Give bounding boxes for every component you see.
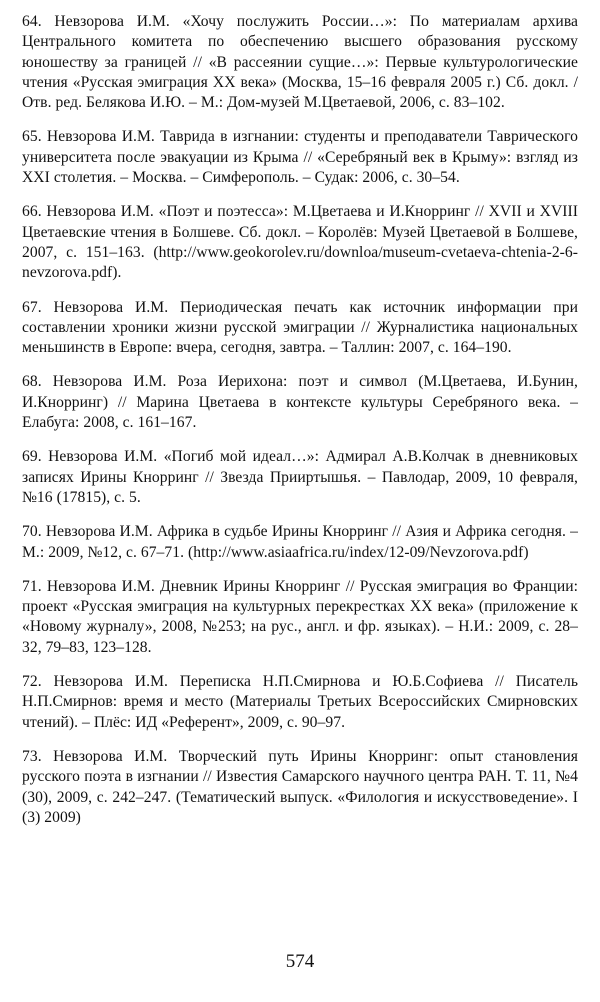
bibliography-entry-72: 72. Невзорова И.М. Переписка Н.П.Смирнова и Ю.Б.Софиева // Писатель Н.П.Смирнов: время и место (Материалы Третьих Всероссийских Смирновских чтений). – Плёс: ИД «Референт», 2009, с. 90–97. [22,673,578,731]
bibliography-entry-73: 73. Невзорова И.М. Творческий путь Ирины Кнорринг: опыт становления русского поэта в изгнании // Известия Самарского научного центра РАН. Т. 11, №4 (30), 2009, с. 242–247. (Тематический выпуск. «Филология и искусствоведение». I (3) 2009) [22,747,578,826]
bibliography-entry-70: 70. Невзорова И.М. Африка в судьбе Ирины Кнорринг // Азия и Африка сегодня. – М.: 2009, №12, с. 67–71. (http://www.asiaafrica.ru/index/12-09/Nevzorova.pdf) [22,523,578,561]
bibliography-entry-64: 64. Невзорова И.М. «Хочу послужить России…»: По материалам архива Центрального комитета по обеспечению высшего образования русскому юношеству за границей // «В рассеянии сущие…»: Первые культурологические чтения «Русская эмиграция XX века» (Москва, 15–16 февраля 2005 г.) Сб. докл. / Отв. ред. Белякова И.Ю. – М.: Дом-музей М.Цветаевой, 2006, с. 83–102. [22,13,578,112]
bibliography-entry-69: 69. Невзорова И.М. «Погиб мой идеал…»: Адмирал А.В.Колчак в дневниковых записях Ирины Кнорринг // Звезда Прииртышья. – Павлодар, 2009, 10 февраля, №16 (17815), с. 5. [22,448,578,506]
bibliography-page [22,12,578,842]
bibliography-entry-65: 65. Невзорова И.М. Таврида в изгнании: студенты и преподаватели Таврического университета после эвакуации из Крыма // «Серебряный век в Крыму»: взгляд из XXI столетия. – Москва. – Симферополь. – Судак: 2006, с. 30–54. [22,128,578,187]
bibliography-entry-66: 66. Невзорова И.М. «Поэт и поэтесса»: М.Цветаева и И.Кнорринг // XVII и XVIII Цветаевские чтения в Болшеве. Сб. докл. – Королёв: Музей Цветаевой в Болшеве, 2007, с. 151–163. (http://www.geokorolev.ru/downloa/museum-cvetaeva-chtenia-2-6-nevzorova.pdf). [22,203,578,282]
bibliography-entry-67: 67. Невзорова И.М. Периодическая печать как источник информации при составлении хроники жизни русской эмиграции // Журналистика национальных меньшинств в Европе: вчера, сегодня, завтра. – Таллин: 2007, с. 164–190. [22,298,578,357]
bibliography-entry-71: 71. Невзорова И.М. Дневник Ирины Кнорринг // Русская эмиграция во Франции: проект «Русская эмиграция на культурных перекрестках XX века» (приложение к «Новому журналу», 2008, №253; на рус., англ. и фр. языках). – Н.И.: 2009, с. 28–32, 79–83, 123–128. [22,577,578,656]
page-number: 574 [285,951,315,972]
bibliography-entry-68: 68. Невзорова И.М. Роза Иерихона: поэт и символ (М.Цветаева, И.Бунин, И.Кнорринг) // Марина Цветаева в контексте культуры Серебряного века. – Елабуга: 2008, с. 161–167. [22,373,578,432]
